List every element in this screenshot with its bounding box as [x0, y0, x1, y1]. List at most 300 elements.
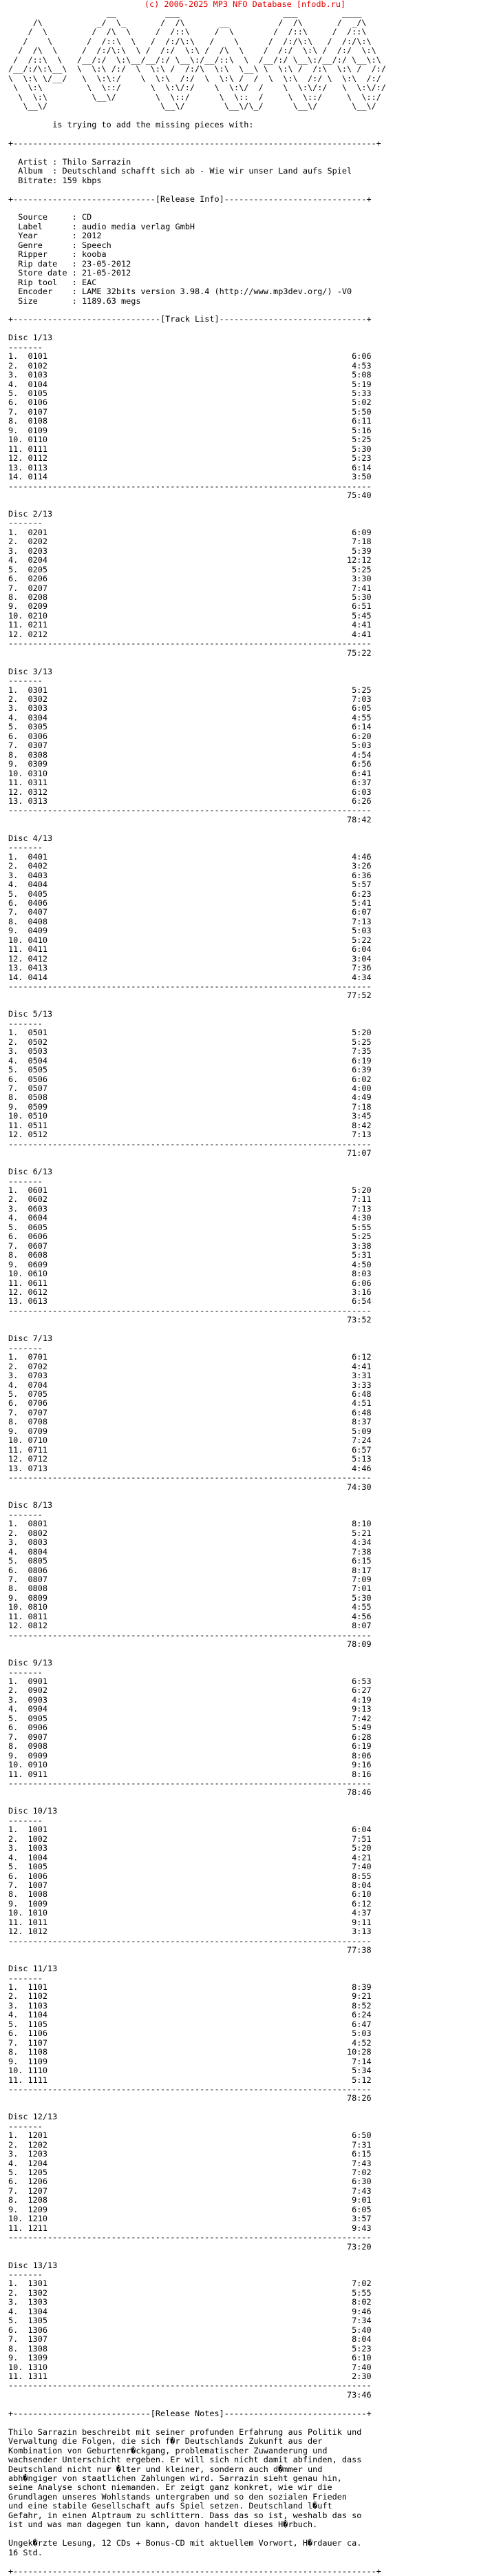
track-number: 5.	[8, 1222, 28, 1232]
track-number: 5.	[8, 388, 28, 399]
disc-title: Disc 13/13	[8, 2260, 58, 2270]
track-duration: 5:09	[352, 1426, 372, 1436]
track-number: 5.	[8, 2168, 28, 2178]
track-number: 8.	[8, 916, 28, 926]
spacer	[47, 1862, 352, 1871]
info-row	[8, 240, 111, 250]
spacer	[47, 2316, 352, 2325]
track-duration: 7:31	[352, 2139, 372, 2150]
track-name: 0608	[28, 1250, 48, 1260]
spacer	[47, 620, 352, 630]
track-row	[8, 917, 372, 926]
track-name: 0909	[28, 1750, 48, 1760]
track-duration: 7:24	[352, 1435, 372, 1446]
spacer	[47, 2325, 352, 2335]
field-label: Bitrate:	[8, 175, 63, 185]
track-row	[8, 1899, 372, 1909]
track-duration: 6:15	[352, 2149, 372, 2159]
track-number: 2.	[8, 537, 28, 547]
track-duration: 8:06	[352, 1750, 372, 1760]
spacer	[47, 1602, 352, 1612]
rule: +--------------------------------------------------------------------------+	[8, 2566, 381, 2576]
track-name: 0904	[28, 1704, 48, 1714]
track-row	[8, 583, 372, 593]
spacer	[47, 1250, 352, 1260]
track-duration: 4:50	[352, 1259, 372, 1269]
disc-total-row	[8, 1148, 372, 1158]
track-number: 8.	[8, 2047, 28, 2057]
track-name: 1009	[28, 1898, 48, 1909]
track-duration: 4:53	[352, 360, 372, 371]
track-number: 7.	[8, 1083, 28, 1094]
info-value: LAME 32bits version 3.98.4 (http://www.mp3dev.org/) -V0	[81, 287, 352, 297]
track-duration: 3:30	[352, 574, 372, 584]
track-row	[8, 1083, 372, 1093]
spacer	[47, 1685, 352, 1695]
track-duration: 6:36	[352, 870, 372, 880]
spacer	[8, 203, 13, 213]
spacer	[8, 1325, 13, 1334]
track-duration: 6:20	[352, 731, 372, 741]
track-number: 6.	[8, 1723, 28, 1733]
release-row	[8, 176, 101, 185]
track-row	[8, 1426, 372, 1436]
track-number: 5.	[8, 1065, 28, 1075]
track-name: 0508	[28, 1092, 48, 1103]
track-name: 1309	[28, 2353, 48, 2363]
track-row	[8, 1194, 372, 1204]
track-row	[8, 1204, 372, 1214]
spacer	[47, 1908, 352, 1918]
spacer	[47, 1704, 352, 1714]
track-name: 1004	[28, 1852, 48, 1862]
spacer	[8, 129, 13, 138]
spacer	[47, 2038, 352, 2048]
spacer	[47, 1741, 352, 1751]
disc-total-row	[8, 1315, 372, 1325]
track-name: 0501	[28, 1028, 48, 1038]
spacer	[47, 1037, 352, 1047]
track-number: 1.	[8, 2130, 28, 2141]
spacer	[47, 1121, 352, 1130]
track-row	[8, 1398, 372, 1408]
spacer	[47, 2010, 352, 2019]
track-name: 0601	[28, 1185, 48, 1195]
track-row	[8, 1371, 372, 1380]
track-duration: 5:49	[352, 1723, 372, 1733]
track-row	[8, 935, 372, 945]
track-name: 0311	[28, 778, 48, 788]
track-number: 11.	[8, 944, 28, 955]
track-name: 0512	[28, 1130, 48, 1140]
track-row	[8, 1121, 372, 1130]
track-number: 4.	[8, 1213, 28, 1223]
track-number: 8.	[8, 592, 28, 602]
track-name: 1202	[28, 2139, 48, 2150]
track-number: 10.	[8, 610, 28, 621]
notes-line	[8, 2529, 13, 2539]
track-duration: 8:07	[352, 1621, 372, 1631]
track-duration: 5:08	[352, 370, 372, 380]
spacer	[47, 1213, 352, 1223]
track-number: 12.	[8, 1454, 28, 1464]
track-number: 12.	[8, 1130, 28, 1140]
track-name: 0809	[28, 1592, 48, 1603]
track-duration: 4:21	[352, 1852, 372, 1862]
track-duration: 4:00	[352, 1083, 372, 1094]
track-name: 1007	[28, 1880, 48, 1890]
track-row	[8, 2066, 372, 2075]
track-duration: 9:16	[352, 1760, 372, 1770]
info-label: Store date :	[8, 268, 82, 278]
track-row	[8, 444, 372, 454]
spacer	[47, 1853, 352, 1862]
spacer	[47, 1056, 352, 1066]
track-row	[8, 1362, 372, 1371]
info-label: Ripper :	[8, 249, 82, 260]
track-name: 0208	[28, 592, 48, 602]
track-name: 0410	[28, 935, 48, 945]
track-row	[8, 1843, 372, 1853]
spacer	[47, 935, 352, 945]
track-duration: 5:30	[352, 592, 372, 602]
track-duration: 7:43	[352, 2158, 372, 2168]
track-name: 0301	[28, 685, 48, 695]
track-duration: 6:50	[352, 2130, 372, 2141]
track-number: 4.	[8, 1055, 28, 1066]
spacer	[47, 1445, 352, 1455]
track-name: 0712	[28, 1454, 48, 1464]
track-duration: 5:25	[352, 564, 372, 574]
track-duration: 7:13	[352, 916, 372, 926]
track-row	[8, 907, 372, 917]
rule: +------------------------------	[8, 314, 161, 324]
track-duration: 5:03	[352, 926, 372, 936]
track-duration: 3:13	[352, 1926, 372, 1937]
spacer	[47, 2019, 352, 2029]
track-name: 1308	[28, 2343, 48, 2354]
track-number: 4.	[8, 2306, 28, 2316]
track-row	[8, 703, 372, 713]
track-name: 1104	[28, 2010, 48, 2020]
track-duration: 5:55	[352, 2287, 372, 2298]
spacer	[47, 351, 352, 361]
track-duration: 6:39	[352, 1065, 372, 1075]
track-duration: 5:40	[352, 2325, 372, 2335]
track-row	[8, 537, 372, 546]
spacer	[47, 1537, 352, 1547]
track-name: 0706	[28, 1398, 48, 1409]
track-row	[8, 592, 372, 602]
track-name: 0401	[28, 851, 48, 862]
track-number: 5.	[8, 564, 28, 574]
track-duration: 5:41	[352, 897, 372, 908]
rule: --------------------------------------------------------------------------	[8, 1630, 372, 1640]
track-name: 1209	[28, 2204, 48, 2214]
track-row	[8, 1880, 372, 1890]
track-number: 3.	[8, 870, 28, 880]
rule: --------------------------------------------------------------------------	[8, 1935, 372, 1946]
spacer	[47, 601, 352, 611]
track-row	[8, 2205, 372, 2214]
spacer	[47, 1593, 352, 1603]
track-row	[8, 1751, 372, 1760]
track-number: 7.	[8, 1407, 28, 1417]
spacer	[47, 1723, 352, 1732]
track-number: 2.	[8, 2287, 28, 2298]
spacer	[8, 1945, 347, 1955]
track-duration: 5:03	[352, 2028, 372, 2039]
track-name: 0908	[28, 1741, 48, 1752]
track-row	[8, 2353, 372, 2362]
track-name: 0414	[28, 972, 48, 982]
track-row	[8, 1769, 372, 1779]
disc-total-row	[8, 2242, 372, 2252]
track-duration: 5:23	[352, 2343, 372, 2354]
track-duration: 12:12	[347, 555, 372, 565]
track-name: 1010	[28, 1908, 48, 1918]
spacer	[47, 2028, 352, 2038]
info-row	[8, 222, 195, 231]
track-duration: 9:46	[352, 2306, 372, 2316]
track-duration: 7:34	[352, 2316, 372, 2326]
track-name: 0204	[28, 555, 48, 565]
disc-total-row	[8, 648, 372, 658]
track-row	[8, 926, 372, 935]
track-number: 1.	[8, 1352, 28, 1362]
track-name: 1003	[28, 1843, 48, 1853]
track-number: 8.	[8, 416, 28, 426]
track-number: 5.	[8, 889, 28, 899]
track-number: 7.	[8, 1732, 28, 1742]
track-duration: 6:51	[352, 601, 372, 612]
track-name: 0207	[28, 583, 48, 593]
track-row	[8, 2297, 372, 2307]
disc-total: 78:42	[347, 814, 372, 824]
spacer	[47, 973, 352, 982]
track-number: 7.	[8, 2037, 28, 2048]
track-name: 0801	[28, 1519, 48, 1529]
track-row	[8, 1583, 372, 1593]
track-number: 2.	[8, 1834, 28, 1844]
track-duration: 6:28	[352, 1732, 372, 1742]
track-row	[8, 1889, 372, 1899]
spacer	[47, 1380, 352, 1390]
spacer	[47, 1547, 352, 1557]
track-row	[8, 370, 372, 380]
spacer	[8, 815, 347, 824]
info-row	[8, 278, 96, 287]
track-duration: 4:37	[352, 1908, 372, 1918]
disc-title: Disc 5/13	[8, 1009, 53, 1019]
spacer	[8, 1482, 347, 1492]
underline: -------	[8, 1342, 43, 1353]
track-name: 1206	[28, 2177, 48, 2187]
track-duration: 6:23	[352, 889, 372, 899]
track-row	[8, 722, 372, 731]
track-number: 8.	[8, 1250, 28, 1260]
track-duration: 4:49	[352, 1092, 372, 1103]
track-name: 1008	[28, 1889, 48, 1900]
track-name: 0613	[28, 1296, 48, 1307]
track-number: 9.	[8, 2204, 28, 2214]
track-duration: 7:14	[352, 2056, 372, 2066]
track-row	[8, 601, 372, 611]
spacer	[47, 2344, 352, 2354]
track-name: 0910	[28, 1760, 48, 1770]
track-duration: 6:15	[352, 1556, 372, 1566]
nfodb-credit: (c) 2006-2025 MP3 NFO Database [nfodb.ru]	[144, 0, 346, 9]
track-duration: 6:10	[352, 2353, 372, 2363]
spacer	[47, 1102, 352, 1112]
track-name: 1303	[28, 2297, 48, 2307]
spacer	[47, 1362, 352, 1371]
spacer	[47, 1751, 352, 1760]
track-name: 0505	[28, 1065, 48, 1075]
track-row	[8, 1250, 372, 1260]
track-name: 1302	[28, 2287, 48, 2298]
track-duration: 4:41	[352, 1361, 372, 1371]
info-row	[8, 212, 92, 222]
notes-line: Deutschland nicht nur �lter und kleiner, sondern auch d�mmer und	[8, 2464, 323, 2474]
track-row	[8, 1454, 372, 1464]
track-name: 0701	[28, 1352, 48, 1362]
track-row	[8, 1037, 372, 1047]
track-number: 6.	[8, 1398, 28, 1409]
spacer	[47, 1918, 352, 1927]
track-row	[8, 1102, 372, 1112]
track-duration: 2:30	[352, 2371, 372, 2381]
track-duration: 7:35	[352, 1046, 372, 1057]
track-number: 5.	[8, 1713, 28, 1723]
track-number: 10.	[8, 2214, 28, 2224]
track-row	[8, 397, 372, 407]
track-number: 7.	[8, 406, 28, 417]
release-notes-title: [Release Notes]	[150, 2408, 224, 2418]
rule: +--------------------------------------------------------------------------+	[8, 138, 381, 148]
track-name: 1001	[28, 1825, 48, 1835]
spacer	[47, 963, 352, 973]
track-row	[8, 787, 372, 797]
track-row	[8, 2334, 372, 2344]
track-number: 11.	[8, 2075, 28, 2085]
spacer	[47, 611, 352, 621]
spacer	[47, 1566, 352, 1575]
track-name: 1110	[28, 2066, 48, 2076]
track-duration: 3:50	[352, 472, 372, 482]
track-row	[8, 1065, 372, 1074]
info-value: 23-05-2012	[81, 258, 131, 269]
track-row	[8, 2057, 372, 2066]
track-duration: 5:33	[352, 388, 372, 399]
spacer	[47, 861, 352, 871]
track-number: 12.	[8, 1287, 28, 1297]
track-duration: 7:03	[352, 694, 372, 704]
disc-title: Disc 2/13	[8, 508, 53, 519]
track-row	[8, 898, 372, 908]
track-name: 0604	[28, 1213, 48, 1223]
track-duration: 6:14	[352, 722, 372, 732]
track-duration: 6:57	[352, 1444, 372, 1455]
spacer	[8, 1491, 13, 1501]
track-number: 7.	[8, 583, 28, 593]
track-name: 0609	[28, 1259, 48, 1269]
track-duration: 8:03	[352, 1269, 372, 1279]
track-duration: 6:47	[352, 2019, 372, 2029]
track-name: 0406	[28, 897, 48, 908]
track-duration: 5:23	[352, 453, 372, 464]
track-name: 0502	[28, 1037, 48, 1047]
track-row	[8, 1074, 372, 1084]
spacer	[47, 453, 352, 463]
track-number: 4.	[8, 1704, 28, 1714]
track-name: 0113	[28, 462, 48, 472]
track-row	[8, 546, 372, 556]
spacer	[47, 537, 352, 546]
underline: -------	[8, 1815, 43, 1825]
spacer	[47, 1398, 352, 1408]
track-name: 0610	[28, 1269, 48, 1279]
track-row	[8, 1926, 372, 1936]
spacer	[47, 2307, 352, 2316]
track-duration: 6:04	[352, 944, 372, 955]
track-number: 3.	[8, 1046, 28, 1057]
spacer	[47, 444, 352, 454]
track-name: 0708	[28, 1417, 48, 1427]
track-duration: 6:09	[352, 527, 372, 537]
track-number: 14.	[8, 472, 28, 482]
track-name: 0605	[28, 1222, 48, 1232]
track-duration: 8:16	[352, 1769, 372, 1779]
spacer	[8, 824, 13, 833]
track-duration: 7:40	[352, 2362, 372, 2372]
spacer	[47, 731, 352, 741]
track-row	[8, 1278, 372, 1288]
track-duration: 3:57	[352, 2214, 372, 2224]
track-row	[8, 1918, 372, 1927]
spacer	[47, 370, 352, 380]
spacer	[8, 1649, 13, 1659]
spacer	[47, 2223, 352, 2233]
track-duration: 3:16	[352, 1287, 372, 1297]
track-number: 2.	[8, 1037, 28, 1047]
spacer	[47, 1880, 352, 1890]
track-duration: 5:19	[352, 379, 372, 389]
track-number: 1.	[8, 1982, 28, 1992]
track-name: 1307	[28, 2334, 48, 2345]
spacer	[8, 0, 13, 9]
notes-line: Grundlagen unseres Wohlstands untergraben und so den sozialen Frieden	[8, 2491, 348, 2502]
track-name: 0402	[28, 861, 48, 871]
spacer	[47, 380, 352, 389]
spacer	[47, 2159, 352, 2168]
track-name: 0702	[28, 1361, 48, 1371]
disc-total: 77:52	[347, 990, 372, 1001]
info-value: audio media verlag GmbH	[81, 221, 195, 231]
track-name: 0304	[28, 712, 48, 723]
spacer	[8, 657, 13, 667]
track-duration: 5:25	[352, 1037, 372, 1047]
track-number: 2.	[8, 2139, 28, 2150]
track-row	[8, 1352, 372, 1362]
track-duration: 5:39	[352, 546, 372, 556]
rule: --------------------------------------------------------------------------	[8, 2084, 372, 2094]
track-number: 3.	[8, 703, 28, 714]
spacer	[47, 2001, 352, 2011]
disc-total-row	[8, 1639, 372, 1649]
spacer	[47, 917, 352, 926]
track-name: 1204	[28, 2158, 48, 2168]
